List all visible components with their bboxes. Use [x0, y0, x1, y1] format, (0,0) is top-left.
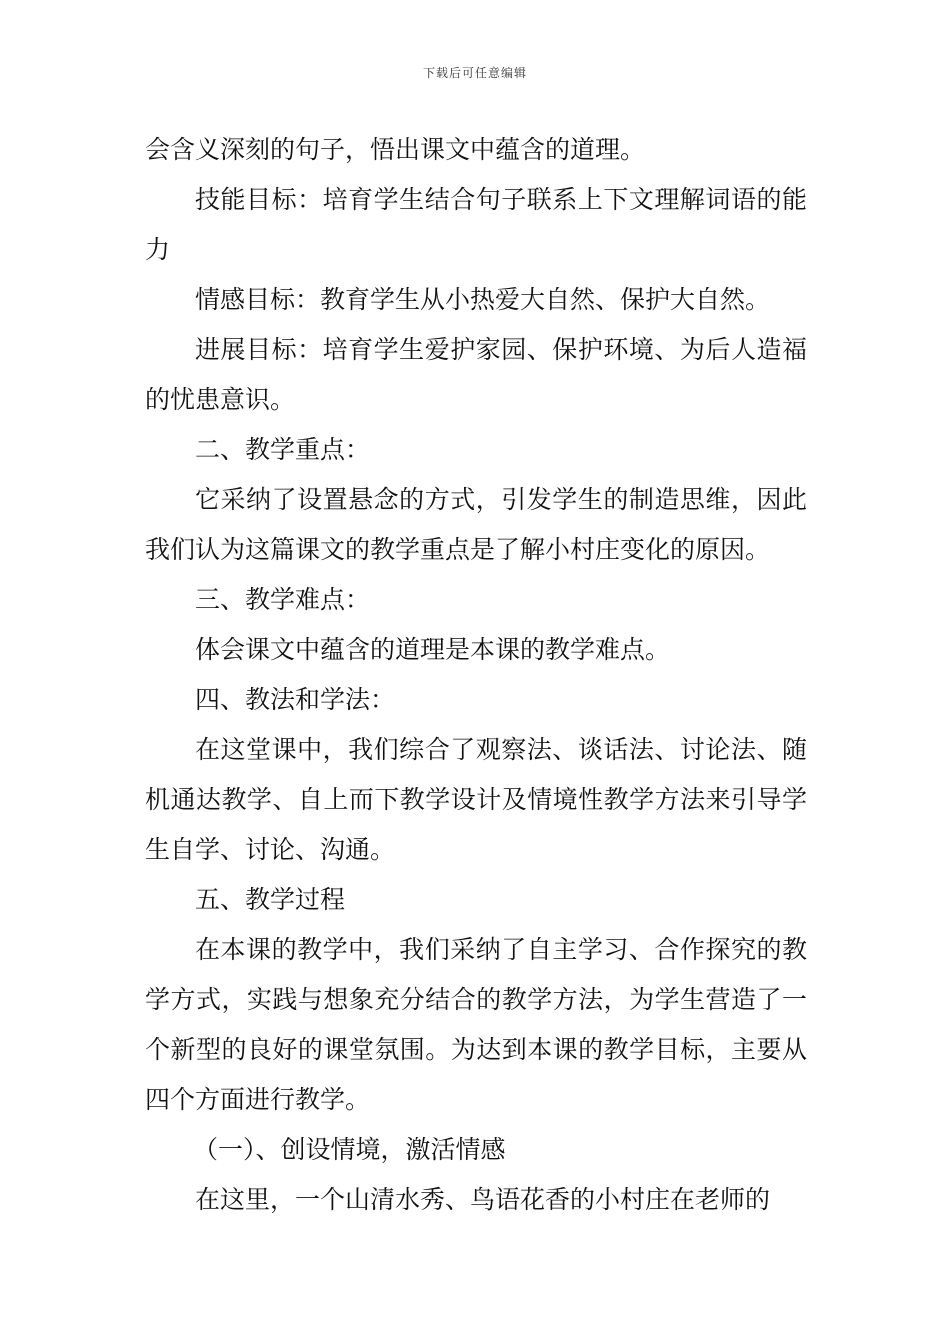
- paragraph: 它采纳了设置悬念的方式，引发学生的制造思维，因此我们认为这篇课文的教学重点是了解小村庄变化的原因。: [145, 485, 807, 564]
- paragraph: 情感目标：教育学生从小热爱大自然、保护大自然。: [195, 285, 771, 314]
- section-heading: 二、教学重点：: [195, 435, 371, 464]
- paragraph: 在这里，一个山清水秀、鸟语花香的小村庄在老师的: [195, 1185, 771, 1214]
- section-heading: 五、教学过程: [195, 885, 346, 914]
- subsection-heading: （一）、创设情境，激活情感: [193, 1135, 506, 1164]
- section-heading: 三、教学难点：: [195, 585, 371, 614]
- header-note: 下载后可任意编辑: [422, 66, 527, 80]
- paragraph: 体会课文中蕴含的道理是本课的教学难点。: [195, 635, 671, 664]
- paragraph: 在本课的教学中，我们采纳了自主学习、合作探究的教学方式，实践与想象充分结合的教学方法，为学生营造了一个新型的良好的课堂氛围。为达到本课的教学目标，主要从四个方面进行教学。: [145, 935, 807, 1114]
- paragraph: 技能目标：培育学生结合句子联系上下文理解词语的能力: [145, 185, 807, 264]
- paragraph: 在这堂课中，我们综合了观察法、谈话法、讨论法、随机通达教学、自上而下教学设计及情境性教学方法来引导学生自学、讨论、沟通。: [145, 735, 807, 864]
- document-body: [145, 125, 807, 1225]
- paragraph: 会含义深刻的句子，悟出课文中蕴含的道理。: [145, 135, 646, 164]
- section-heading: 四、教法和学法：: [195, 685, 396, 714]
- paragraph: 进展目标：培育学生爱护家园、保护环境、为后人造福的忧患意识。: [145, 335, 807, 414]
